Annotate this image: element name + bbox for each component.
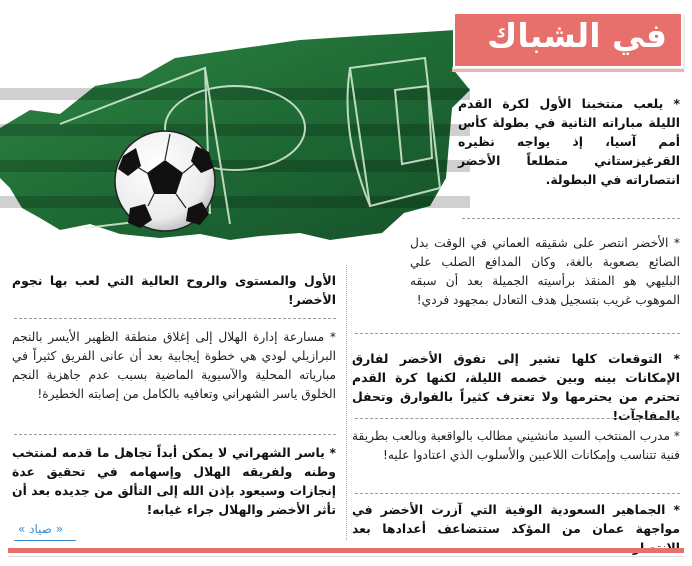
paragraph-coach: * مدرب المنتخب السيد مانشيني مطالب بالواقعية وبالعب بطريقة فنية تتناسب وإمكانات اللاعبين والأسلوب الذي اعتادوا عليه! bbox=[352, 429, 680, 462]
section-title-banner bbox=[455, 14, 681, 66]
paragraph-oman-win: * الأخضر انتصر على شقيقه العماني في الوقت بدل الضائع بصعوبة بالغة، وكان المدافع الصلب علي البليهي هو المنقذ برأسيته الجميلة بعد أن سبقه الموهوب غريب بتسجيل هدف التعادل بمجهود فردي! bbox=[410, 236, 680, 307]
source-byline-link[interactable]: « صياد » bbox=[18, 522, 64, 536]
section-title: في الشباك bbox=[487, 16, 667, 55]
paragraph-separator bbox=[14, 434, 336, 436]
bottom-accent-bar bbox=[8, 548, 684, 553]
soccer-ball bbox=[115, 131, 215, 231]
paragraph-expectations: * التوقعات كلها تشير إلى تفوق الأخضر لفارق الإمكانات بينه وبين خصمه الليلة، لكنها كرة القدم تحترم من يحترمها ولا تعترف كثيراً بالفوارق وتحفل بالمفاجآت! bbox=[352, 351, 680, 423]
paragraph-shahrani: * ياسر الشهراني لا يمكن أبداً تجاهل ما قدمه لمنتخب وطنه ولفريقه الهلال وإسهامه في تحقيق عدة إنجازات وسيعود بإذن الله إلى التألق من جديده بعد أن تأثر الأخضر والهلال جراء غيابه! bbox=[12, 445, 336, 517]
football-pitch-illustration bbox=[0, 28, 470, 243]
paragraph-separator bbox=[14, 318, 336, 320]
paragraph-fans: * الجماهير السعودية الوفية التي آزرت الأخضر في مواجهة عمان من المؤكد ستتضاعف أعدادها بعد bbox=[352, 502, 680, 536]
column-divider bbox=[346, 265, 347, 540]
paragraph-separator bbox=[355, 493, 680, 495]
source-byline-underline bbox=[14, 540, 76, 541]
title-underline-strip bbox=[452, 69, 684, 72]
paragraph-separator bbox=[462, 218, 680, 220]
bottom-rule bbox=[8, 556, 684, 557]
paragraph-team-match: * يلعب منتخبنا الأول لكرة القدم الليلة مباراته الثانية في بطولة كأس أمم آسيا، إذ يواجه نظيره القرغيزستاني متطلعاً الأخضر انتصاراته في البطولة. bbox=[458, 96, 680, 187]
paragraph-continuation: الأول والمستوى والروح العالية التي لعب بها نجوم الأخضر! bbox=[12, 273, 336, 307]
paragraph-separator bbox=[355, 418, 680, 420]
paragraph-separator bbox=[355, 333, 680, 335]
paragraph-hilal-leftback: * مسارعة إدارة الهلال إلى إغلاق منطقة الظهير الأيسر بالنجم البرازيلي لودي هي خطوة إيجابية بعد أن عانى الفريق كثيراً في مبارياته المحلية والآسيوية الماضية بسبب عدم جاهزية النجم الخلوق ياسر الشهراني وتعافيه بالكامل من إصابته الخطيرة! bbox=[12, 330, 336, 401]
